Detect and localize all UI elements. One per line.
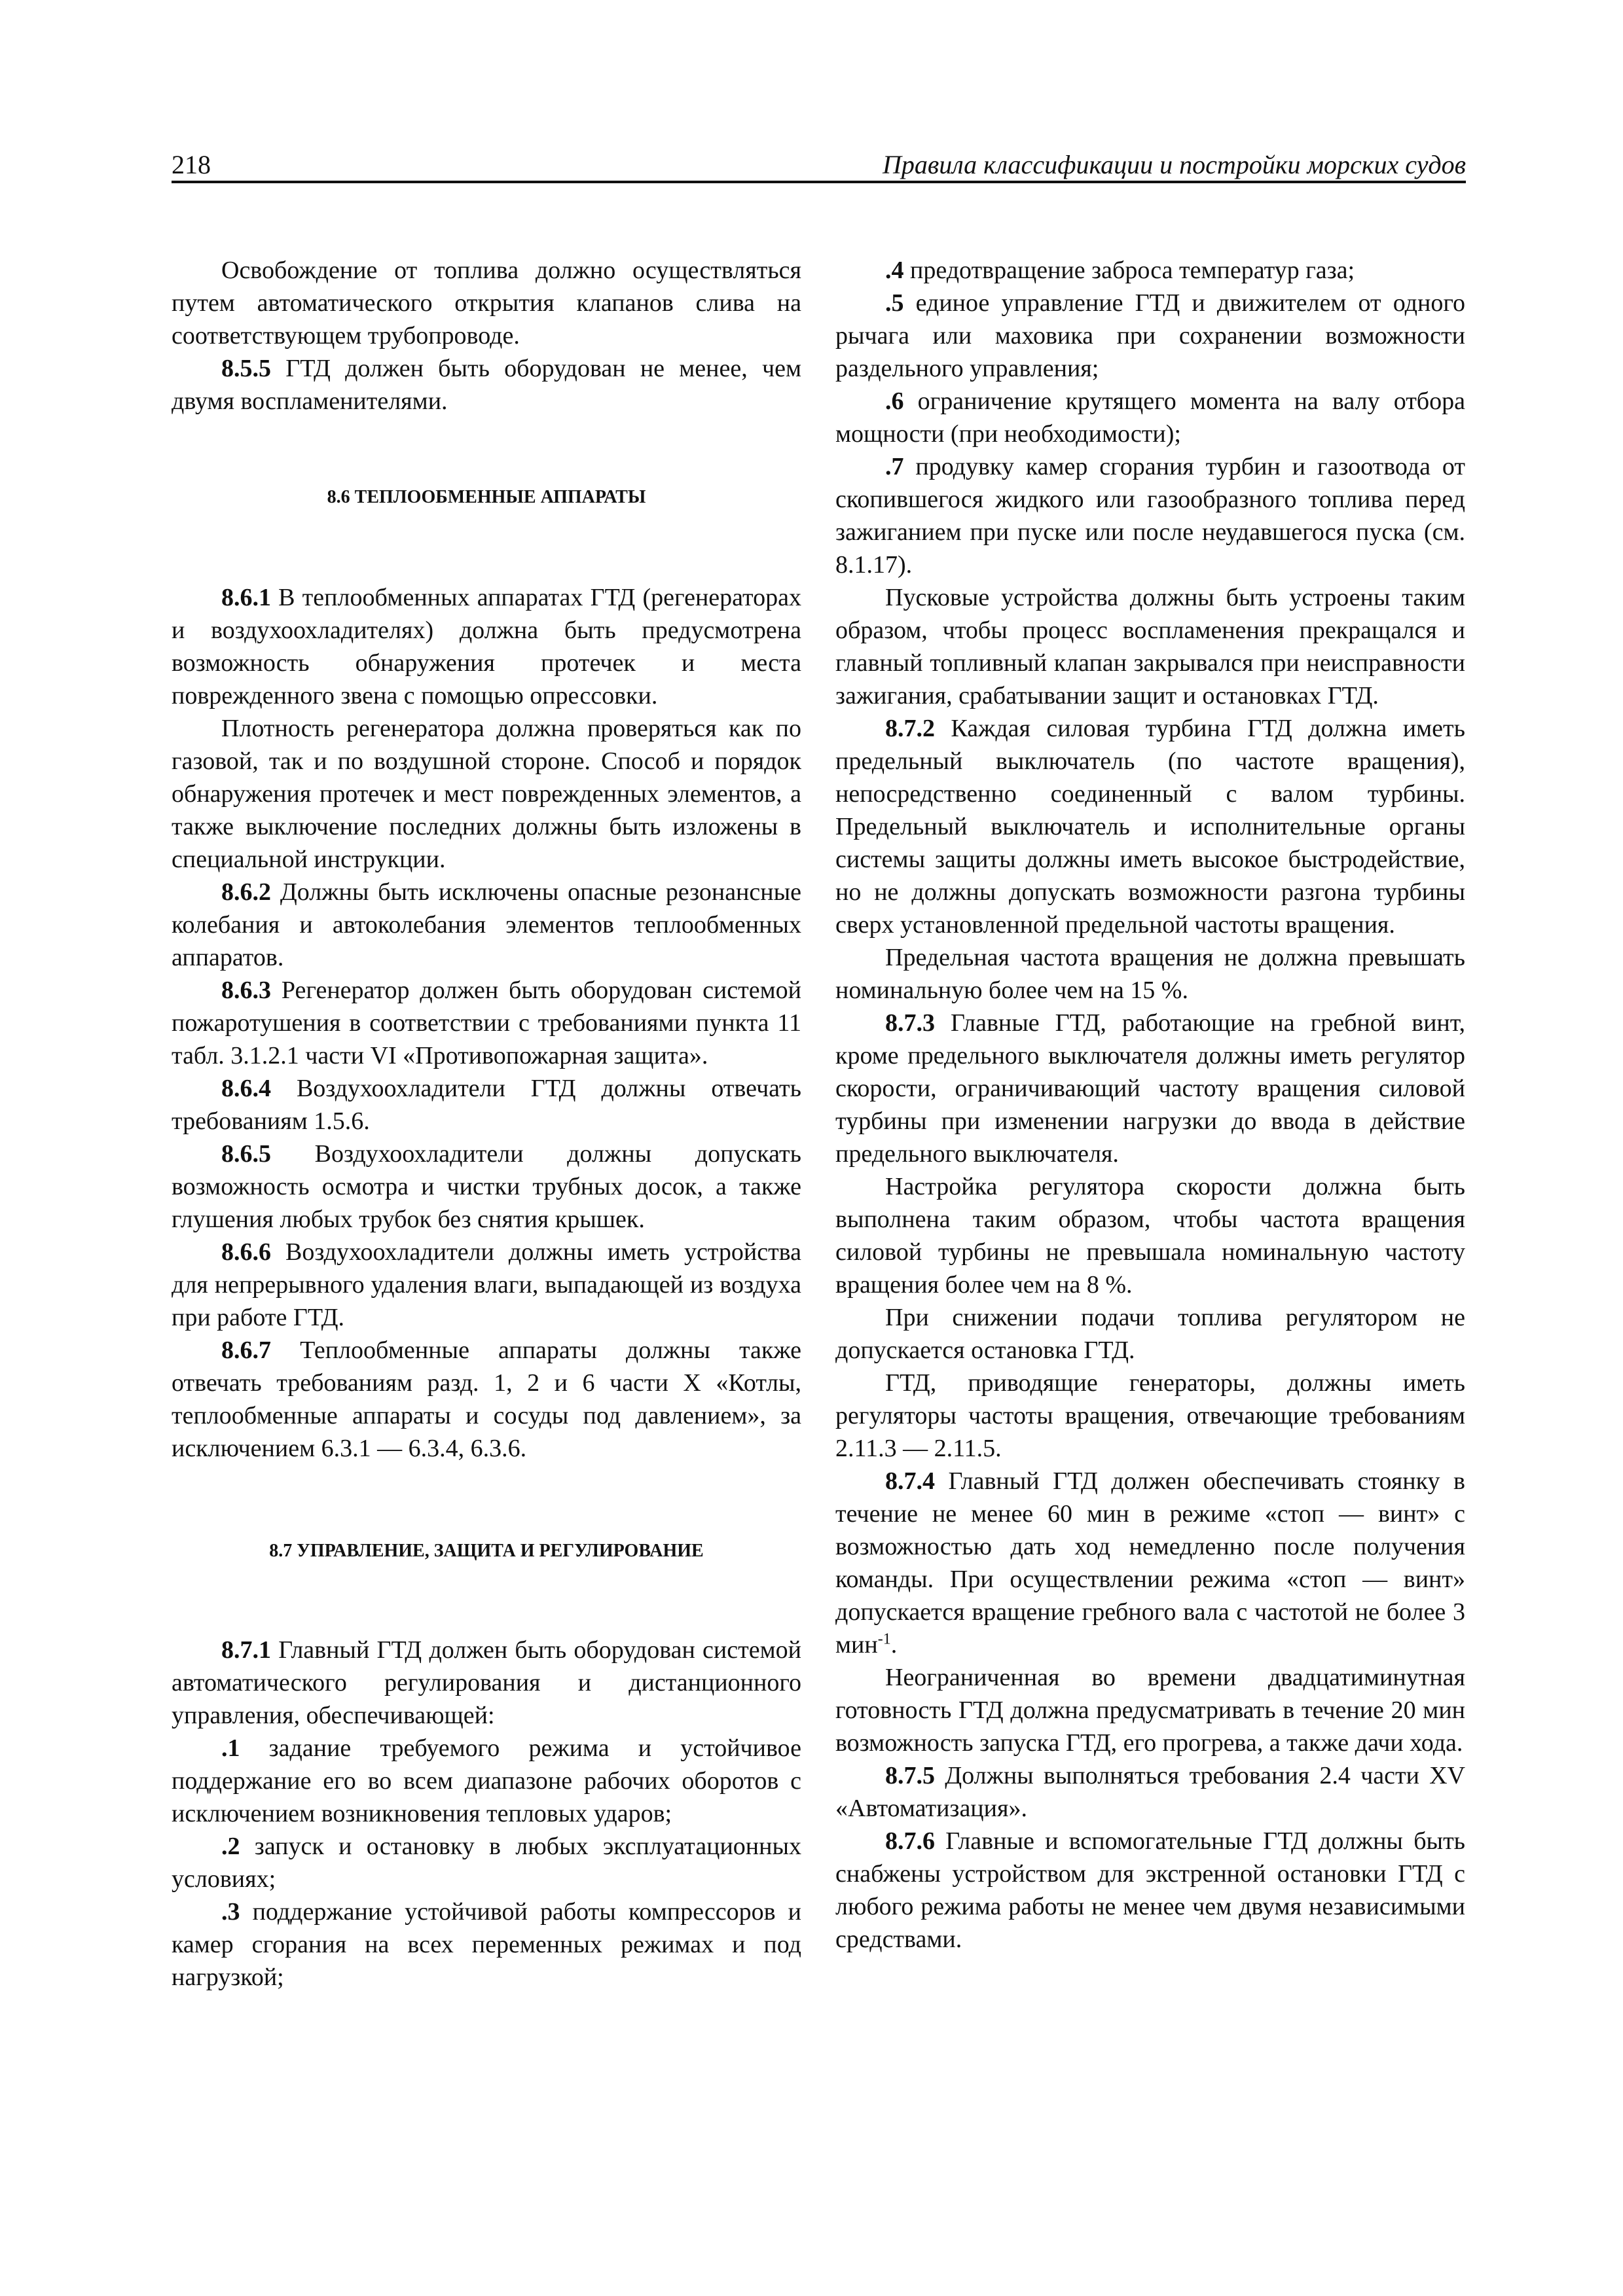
clause-number: 8.6.3	[221, 977, 271, 1004]
clause-number: 8.7.1	[221, 1636, 271, 1664]
item-number: .7	[885, 453, 904, 480]
clause-number: 8.6.1	[221, 584, 271, 611]
clause-number: 8.7.2	[885, 715, 935, 742]
paragraph-8-6-3: 8.6.3 Регенератор должен быть оборудован системой пожаротушения в соответствии с требованиями пункта 11 табл. 3.1.2.1 части VI «Противопожарная защита».	[172, 977, 801, 1069]
clause-number: 8.5.5	[221, 355, 271, 382]
clause-number: 8.7.5	[885, 1762, 935, 1789]
paragraph-8-6-1: 8.6.1 В теплообменных аппаратах ГТД (регенераторах и воздухоохладителях) должна быть предусмотрена возможность обнаружения протечек и места поврежденного звена с помощью опрессовки.	[172, 584, 801, 709]
page-number: 218	[172, 150, 211, 179]
clause-number: 8.6.7	[221, 1336, 271, 1364]
running-title: Правила классификации и постройки морских судов	[882, 150, 1466, 179]
paragraph: Плотность регенератора должна проверяться как по газовой, так и по воздушной стороне. Способ и порядок обнаружения протечек и мест поврежденных элементов, а также выключение последних должны быть изложены в специальной инструкции.	[172, 715, 801, 873]
clause-number: 8.7.4	[885, 1467, 935, 1495]
paragraph-8-6-5: 8.6.5 Воздухоохладители должны допускать возможность осмотра и чистки трубных досок, а также глушения любых трубок без снятия крышек.	[172, 1140, 801, 1233]
header-rule	[172, 181, 1466, 183]
paragraph-8-5-5: 8.5.5 ГТД должен быть оборудован не менее, чем двумя воспламенителями.	[172, 355, 801, 415]
item-number: .2	[221, 1833, 240, 1860]
paragraph-8-7-5: 8.7.5 Должны выполняться требования 2.4 части XV «Автоматизация».	[835, 1762, 1465, 1822]
list-item: .1 задание требуемого режима и устойчивое поддержание его во всем диапазоне рабочих оборотов с исключением возникновения тепловых ударов;	[172, 1734, 801, 1827]
section-heading-8-6: 8.6 ТЕПЛООБМЕННЫЕ АППАРАТЫ	[327, 487, 646, 507]
item-number: .6	[885, 387, 904, 415]
list-item: .6 ограничение крутящего момента на валу отбора мощности (при необходимости);	[835, 387, 1465, 448]
paragraph: При снижении подачи топлива регулятором не допускается остановка ГТД.	[835, 1304, 1465, 1364]
section-heading-8-7: 8.7 УПРАВЛЕНИЕ, ЗАЩИТА И РЕГУЛИРОВАНИЕ	[269, 1541, 704, 1561]
item-number: .4	[885, 257, 904, 284]
paragraph-8-6-6: 8.6.6 Воздухоохладители должны иметь устройства для непрерывного удаления влаги, выпадающей из воздуха при работе ГТД.	[172, 1238, 801, 1331]
clause-number: 8.7.6	[885, 1827, 935, 1855]
clause-number: 8.6.4	[221, 1075, 271, 1102]
item-number: .3	[221, 1898, 240, 1926]
paragraph: Освобождение от топлива должно осуществляться путем автоматического открытия клапанов слива на соответствующем трубопроводе.	[172, 257, 801, 350]
list-item: .4 предотвращение заброса температур газа;	[885, 257, 1355, 284]
paragraph: Предельная частота вращения не должна превышать номинальную более чем на 15 %.	[835, 944, 1465, 1004]
paragraph: Пусковые устройства должны быть устроены таким образом, чтобы процесс воспламенения прекращался и главный топливный клапан закрывался при неисправности зажигания, срабатывании защит и остановках ГТД.	[835, 584, 1465, 709]
paragraph-8-7-2: 8.7.2 Каждая силовая турбина ГТД должна иметь предельный выключатель (по частоте вращения), непосредственно соединенный с валом турбины. Предельный выключатель и исполнительные органы системы защиты должны иметь высокое быстродействие, но не должны допускать возможности разгона турбины сверх установленной предельной частоты вращения.	[835, 715, 1465, 939]
item-number: .5	[885, 289, 904, 317]
paragraph: Настройка регулятора скорости должна быть выполнена таким образом, чтобы частота вращения силовой турбины не превышала номинальную частоту вращения более чем на 8 %.	[835, 1173, 1465, 1299]
clause-number: 8.6.2	[221, 878, 271, 906]
superscript: -1	[877, 1630, 891, 1648]
list-item: .2 запуск и остановку в любых эксплуатационных условиях;	[172, 1833, 801, 1893]
paragraph-8-6-2: 8.6.2 Должны быть исключены опасные резонансные колебания и автоколебания элементов теплообменных аппаратов.	[172, 878, 801, 971]
right-column	[835, 254, 1465, 1956]
paragraph-8-6-4: 8.6.4 Воздухоохладители ГТД должны отвечать требованиям 1.5.6.	[172, 1075, 801, 1135]
paragraph: ГТД, приводящие генераторы, должны иметь регуляторы частоты вращения, отвечающие требованиям 2.11.3 — 2.11.5.	[835, 1369, 1465, 1462]
clause-number: 8.6.6	[221, 1238, 271, 1266]
paragraph-8-7-4: 8.7.4 Главный ГТД должен обеспечивать стоянку в течение не менее 60 мин в режиме «стоп — винт» с возможностью дать ход немедленно после получения команды. При осуществлении режима «стоп — винт» допускается вращение гребного вала с частотой не более 3 мин$^{-1}$.	[835, 1467, 1465, 1659]
item-number: .1	[221, 1734, 240, 1762]
list-item: .3 поддержание устойчивой работы компрессоров и камер сгорания на всех переменных режимах и под нагрузкой;	[172, 1898, 801, 1991]
paragraph-8-7-6: 8.7.6 Главные и вспомогательные ГТД должны быть снабжены устройством для экстренной остановки ГТД с любого режима работы не менее чем двумя независимыми средствами.	[835, 1827, 1465, 1953]
clause-number: 8.6.5	[221, 1140, 271, 1168]
list-item: .5 единое управление ГТД и движителем от одного рычага или маховика при сохранении возможности раздельного управления;	[835, 289, 1465, 382]
paragraph-8-6-7: 8.6.7 Теплообменные аппараты должны также отвечать требованиям разд. 1, 2 и 6 части X «Котлы, теплообменные аппараты и сосуды под давлением», за исключением 6.3.1 — 6.3.4, 6.3.6.	[172, 1336, 801, 1462]
list-item: .7 продувку камер сгорания турбин и газоотвода от скопившегося жидкого или газообразного топлива перед зажиганием при пуске или после неудавшегося пуска (см. 8.1.17).	[835, 453, 1465, 579]
clause-number: 8.7.3	[885, 1009, 935, 1037]
paragraph: Неограниченная во времени двадцатиминутная готовность ГТД должна предусматривать в течение 20 мин возможность запуска ГТД, его прогрева, а также дачи хода.	[835, 1664, 1465, 1757]
paragraph-8-7-3: 8.7.3 Главные ГТД, работающие на гребной винт, кроме предельного выключателя должны иметь регулятор скорости, ограничивающий частоту вращения силовой турбины при изменении нагрузки до ввода в действие предельного выключателя.	[835, 1009, 1465, 1168]
paragraph-8-7-1: 8.7.1 Главный ГТД должен быть оборудован системой автоматического регулирования и дистанционного управления, обеспечивающей:	[172, 1636, 801, 1729]
left-column	[172, 254, 801, 1994]
